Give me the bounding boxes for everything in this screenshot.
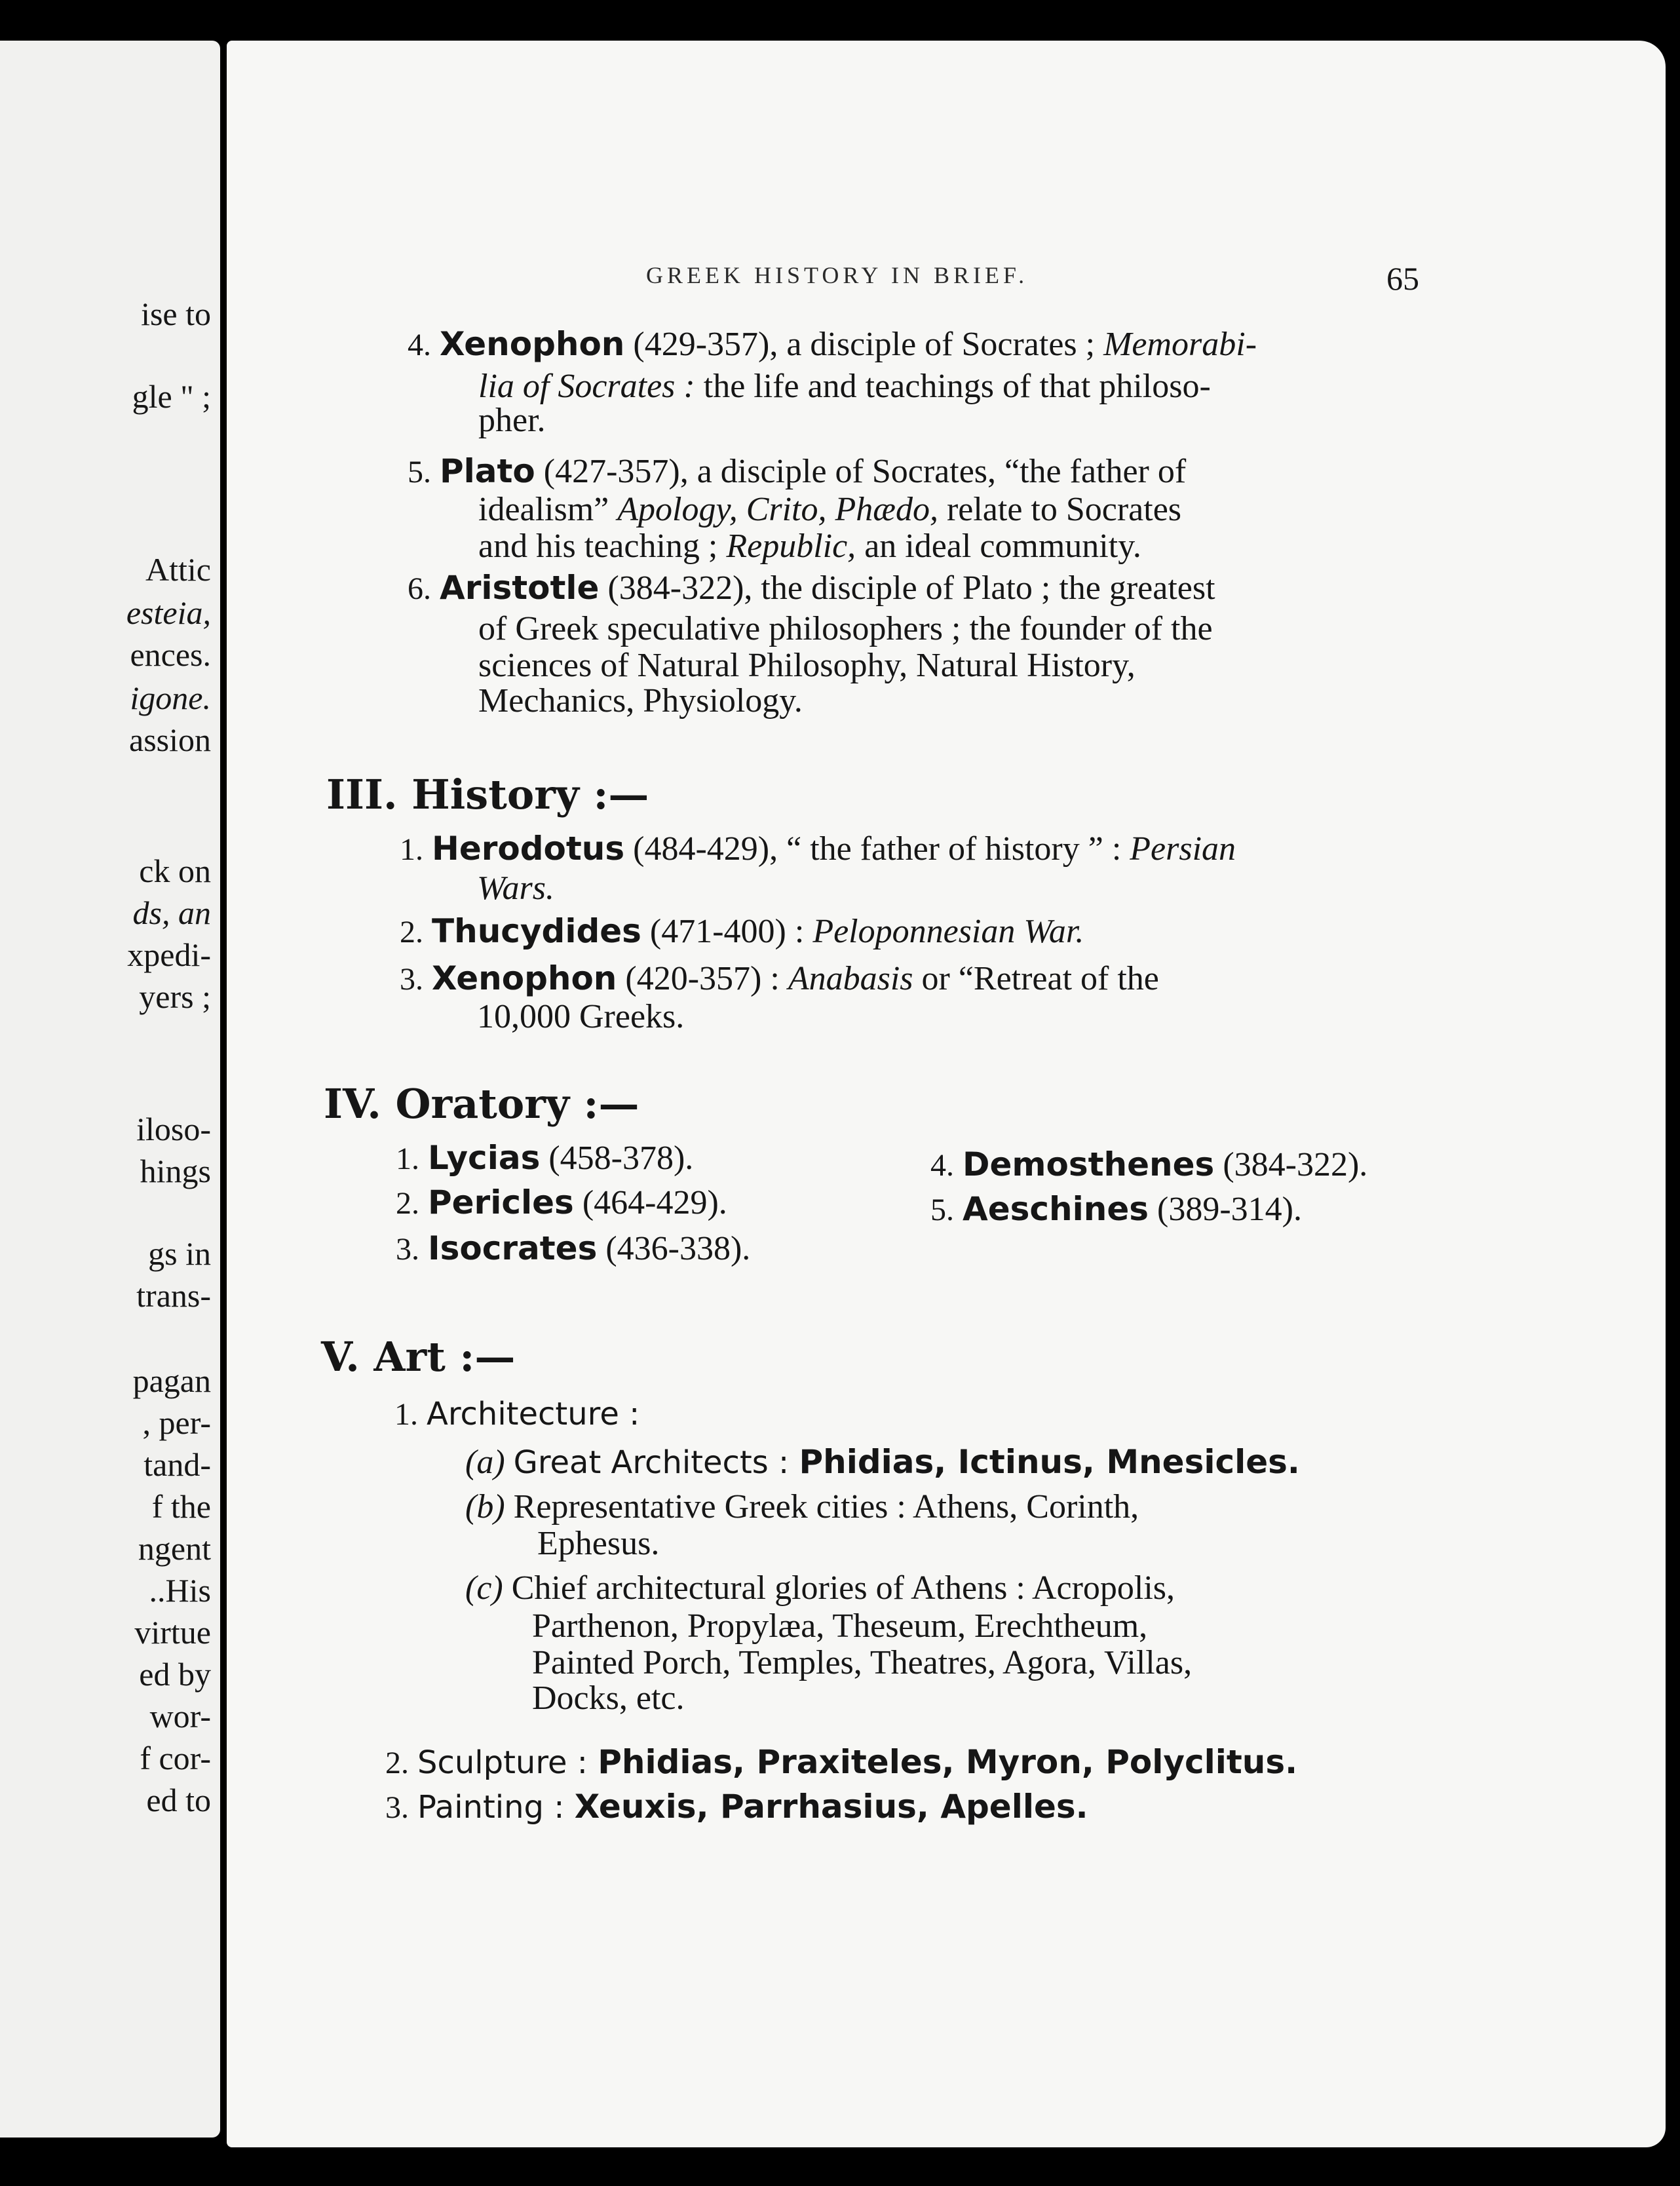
oratory-item-lycias: 1. Lycias (458-378). bbox=[396, 1139, 694, 1177]
philosophy-item-plato-line2: idealism” Apology, Crito, Phædo, relate to Socrates bbox=[478, 491, 1182, 528]
left-page-line: esteia, bbox=[126, 594, 211, 631]
architecture-subitem-a: (a) Great Architects : Phidias, Ictinus, Mnesicles. bbox=[465, 1443, 1300, 1481]
running-head: GREEK HISTORY IN BRIEF. bbox=[646, 262, 1029, 288]
left-page-line: wor- bbox=[149, 1698, 211, 1735]
oratory-item-aeschines: 5. Aeschines (389-314). bbox=[930, 1190, 1302, 1228]
oratory-item-demosthenes: 4. Demosthenes (384-322). bbox=[930, 1145, 1368, 1183]
left-page-line: virtue bbox=[134, 1614, 211, 1651]
section-heading-history: III. History :— bbox=[326, 771, 649, 818]
history-item-herodotus: 1. Herodotus (484-429), “ the father of history ” : Persian bbox=[400, 830, 1236, 868]
left-page-line: ck on bbox=[139, 853, 211, 889]
oratory-item-pericles: 2. Pericles (464-429). bbox=[396, 1183, 727, 1221]
left-page-line: Attic bbox=[145, 551, 211, 588]
left-page-line: ise to bbox=[141, 296, 211, 332]
left-page-line: pagan bbox=[132, 1362, 211, 1399]
philosophy-item-plato-line3: and his teaching ; Republic, an ideal community. bbox=[478, 527, 1141, 565]
architecture-subitem-c-line2: Parthenon, Propylæa, Theseum, Erechtheum, bbox=[532, 1607, 1148, 1645]
philosophy-item-aristotle-line3: sciences of Natural Philosophy, Natural History, bbox=[478, 647, 1136, 684]
history-item-xenophon-line2: 10,000 Greeks. bbox=[477, 998, 685, 1035]
history-item-thucydides: 2. Thucydides (471-400) : Peloponnesian War. bbox=[400, 912, 1084, 950]
page-number: 65 bbox=[1386, 260, 1419, 297]
left-page-line: trans- bbox=[136, 1277, 211, 1314]
oratory-item-isocrates: 3. Isocrates (436-338). bbox=[396, 1229, 751, 1267]
left-page-line: hings bbox=[140, 1153, 211, 1189]
history-item-herodotus-line2: Wars. bbox=[477, 870, 555, 907]
philosophy-item-aristotle-line2: of Greek speculative philosophers ; the founder of the bbox=[478, 610, 1213, 647]
architecture-subitem-c-line4: Docks, etc. bbox=[532, 1679, 685, 1717]
section-heading-oratory: IV. Oratory :— bbox=[324, 1080, 640, 1128]
left-page-line: yers ; bbox=[139, 978, 211, 1015]
left-page-line: ed by bbox=[139, 1656, 211, 1693]
left-page-line: , per- bbox=[142, 1404, 211, 1441]
left-page-line: ds, an bbox=[132, 894, 211, 931]
left-page-line: f cor- bbox=[140, 1740, 211, 1776]
art-item-architecture: 1. Architecture : bbox=[394, 1396, 640, 1432]
left-page-line: igone. bbox=[130, 680, 211, 716]
art-item-painting: 3. Painting : Xeuxis, Parrhasius, Apelles. bbox=[385, 1788, 1088, 1826]
philosophy-item-xenophon-line3: pher. bbox=[478, 402, 546, 439]
architecture-subitem-b-line2: Ephesus. bbox=[537, 1525, 660, 1562]
left-page-line: tand- bbox=[143, 1446, 211, 1483]
art-item-sculpture: 2. Sculpture : Phidias, Praxiteles, Myron, Polyclitus. bbox=[385, 1743, 1298, 1781]
philosophy-item-aristotle-line4: Mechanics, Physiology. bbox=[478, 682, 803, 719]
architecture-subitem-c-line3: Painted Porch, Temples, Theatres, Agora, Villas, bbox=[532, 1644, 1193, 1681]
philosophy-item-aristotle: 6. Aristotle (384-322), the disciple of Plato ; the greatest bbox=[408, 569, 1215, 607]
left-page-line: ..His bbox=[149, 1572, 211, 1609]
left-page-line: assion bbox=[129, 721, 211, 758]
architecture-subitem-b: (b) Representative Greek cities : Athens, Corinth, bbox=[465, 1488, 1139, 1525]
left-page-line: gle " ; bbox=[132, 378, 211, 415]
left-page-line: ences. bbox=[130, 636, 211, 673]
section-heading-art: V. Art :— bbox=[321, 1333, 516, 1381]
history-item-xenophon: 3. Xenophon (420-357) : Anabasis or “Retreat of the bbox=[400, 959, 1159, 997]
previous-page-edge bbox=[0, 41, 220, 2138]
left-page-line: ngent bbox=[138, 1530, 211, 1567]
left-page-line: gs in bbox=[148, 1235, 211, 1272]
left-page-line: iloso- bbox=[136, 1111, 211, 1147]
left-page-line: ed to bbox=[146, 1782, 211, 1818]
philosophy-item-plato: 5. Plato (427-357), a disciple of Socrates, “the father of bbox=[408, 452, 1187, 490]
philosophy-item-xenophon: 4. Xenophon (429-357), a disciple of Socrates ; Memorabi- bbox=[408, 325, 1257, 363]
left-page-line: xpedi- bbox=[127, 936, 211, 973]
philosophy-item-xenophon-line2: lia of Socrates : the life and teachings of that philoso- bbox=[478, 368, 1211, 405]
left-page-line: f the bbox=[151, 1488, 211, 1525]
architecture-subitem-c: (c) Chief architectural glories of Athens : Acropolis, bbox=[465, 1569, 1175, 1607]
